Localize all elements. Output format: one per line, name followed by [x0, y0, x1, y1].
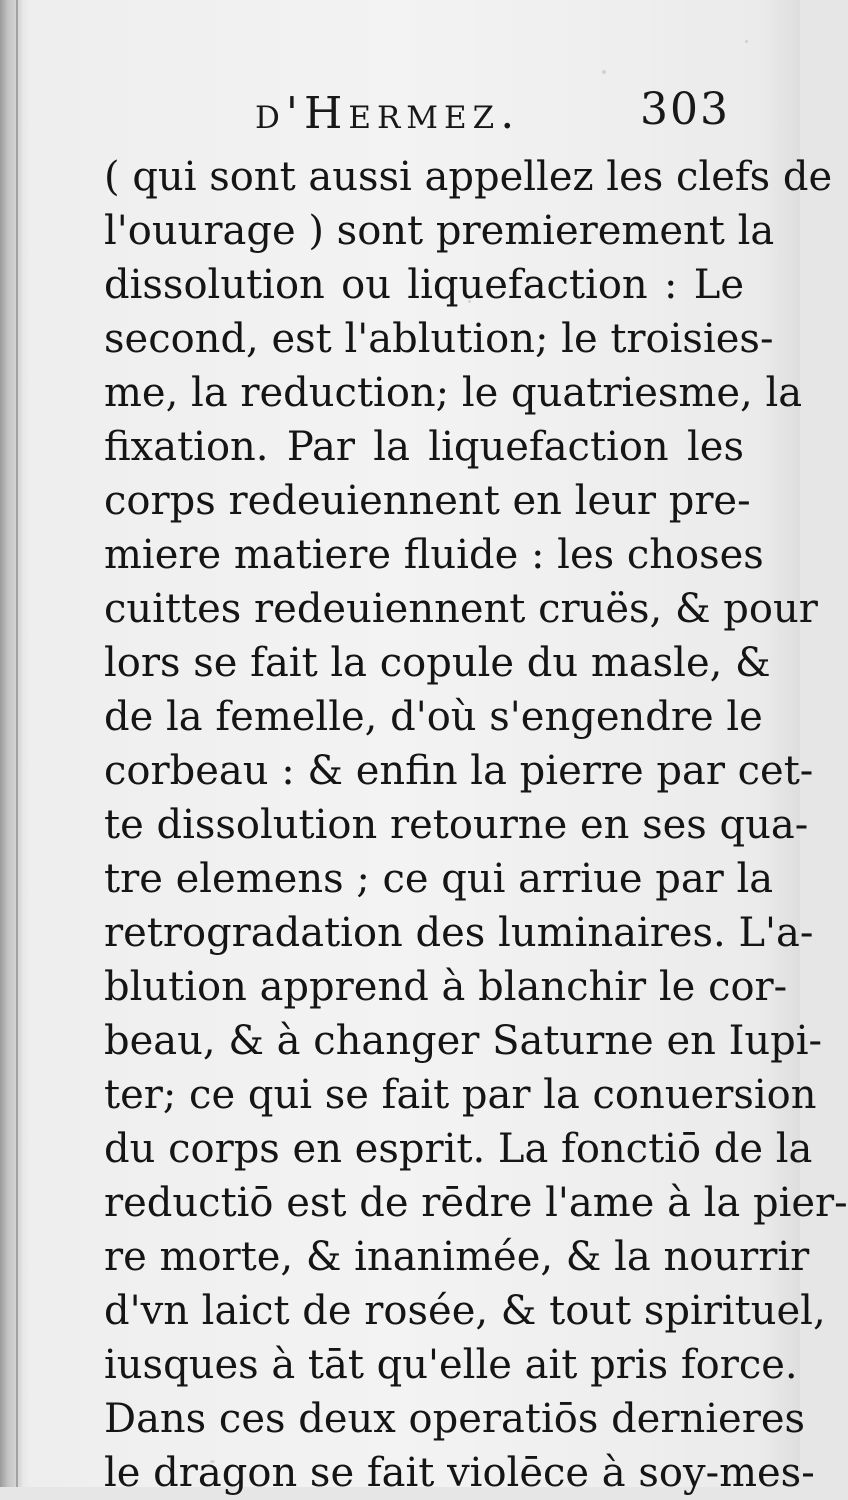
text-line: Dans ces deux operatiōs dernieres — [104, 1396, 806, 1442]
page-gutter — [0, 0, 22, 1487]
text-line: le dragon se fait violēce à soy-mes- — [104, 1450, 815, 1496]
text-line: d'vn laict de rosée, & tout spirituel, — [104, 1288, 826, 1334]
running-head: d'Hermez. — [255, 88, 521, 139]
gutter-fold-line — [16, 0, 18, 1487]
text-line: beau, & à changer Saturne en Iupi- — [104, 1018, 823, 1064]
text-line: de la femelle, d'où s'engendre le — [104, 694, 763, 740]
text-line: dissolution ou liquefaction : Le — [104, 262, 744, 308]
text-line: fixation. Par la liquefaction les — [104, 424, 744, 470]
text-line: corps redeuiennent en leur pre- — [104, 478, 751, 524]
text-line: ter; ce qui se fait par la conuersion — [104, 1072, 817, 1118]
text-line: l'ouurage ) sont premierement la — [104, 208, 775, 254]
text-line: cuittes redeuiennent cruës, & pour — [104, 586, 818, 632]
text-line: te dissolution retourne en ses qua- — [104, 802, 809, 848]
text-line: blution apprend à blanchir le cor- — [104, 964, 788, 1010]
body-text — [104, 150, 848, 1496]
text-line: lors se fait la copule du masle, & — [104, 640, 771, 686]
text-line: iusques à tāt qu'elle ait pris force. — [104, 1342, 798, 1388]
text-line: re morte, & inanimée, & la nourrir — [104, 1234, 810, 1280]
text-line: second, est l'ablution; le troisies- — [104, 316, 774, 362]
paper-speck — [745, 40, 748, 43]
paper-speck — [602, 70, 606, 74]
page-number: 303 — [640, 84, 730, 135]
text-line: du corps en esprit. La fonctiō de la — [104, 1126, 813, 1172]
text-line: miere matiere fluide : les choses — [104, 532, 764, 578]
text-line: retrogradation des luminaires. L'a- — [104, 910, 814, 956]
text-line: me, la reduction; le quatriesme, la — [104, 370, 803, 416]
text-line: reductiō est de rēdre l'ame à la pier- — [104, 1180, 848, 1226]
text-line: tre elemens ; ce qui arriue par la — [104, 856, 774, 902]
text-line: ( qui sont aussi appellez les clefs de — [104, 154, 833, 200]
text-line: corbeau : & enfin la pierre par cet- — [104, 748, 814, 794]
page-header — [0, 80, 800, 140]
